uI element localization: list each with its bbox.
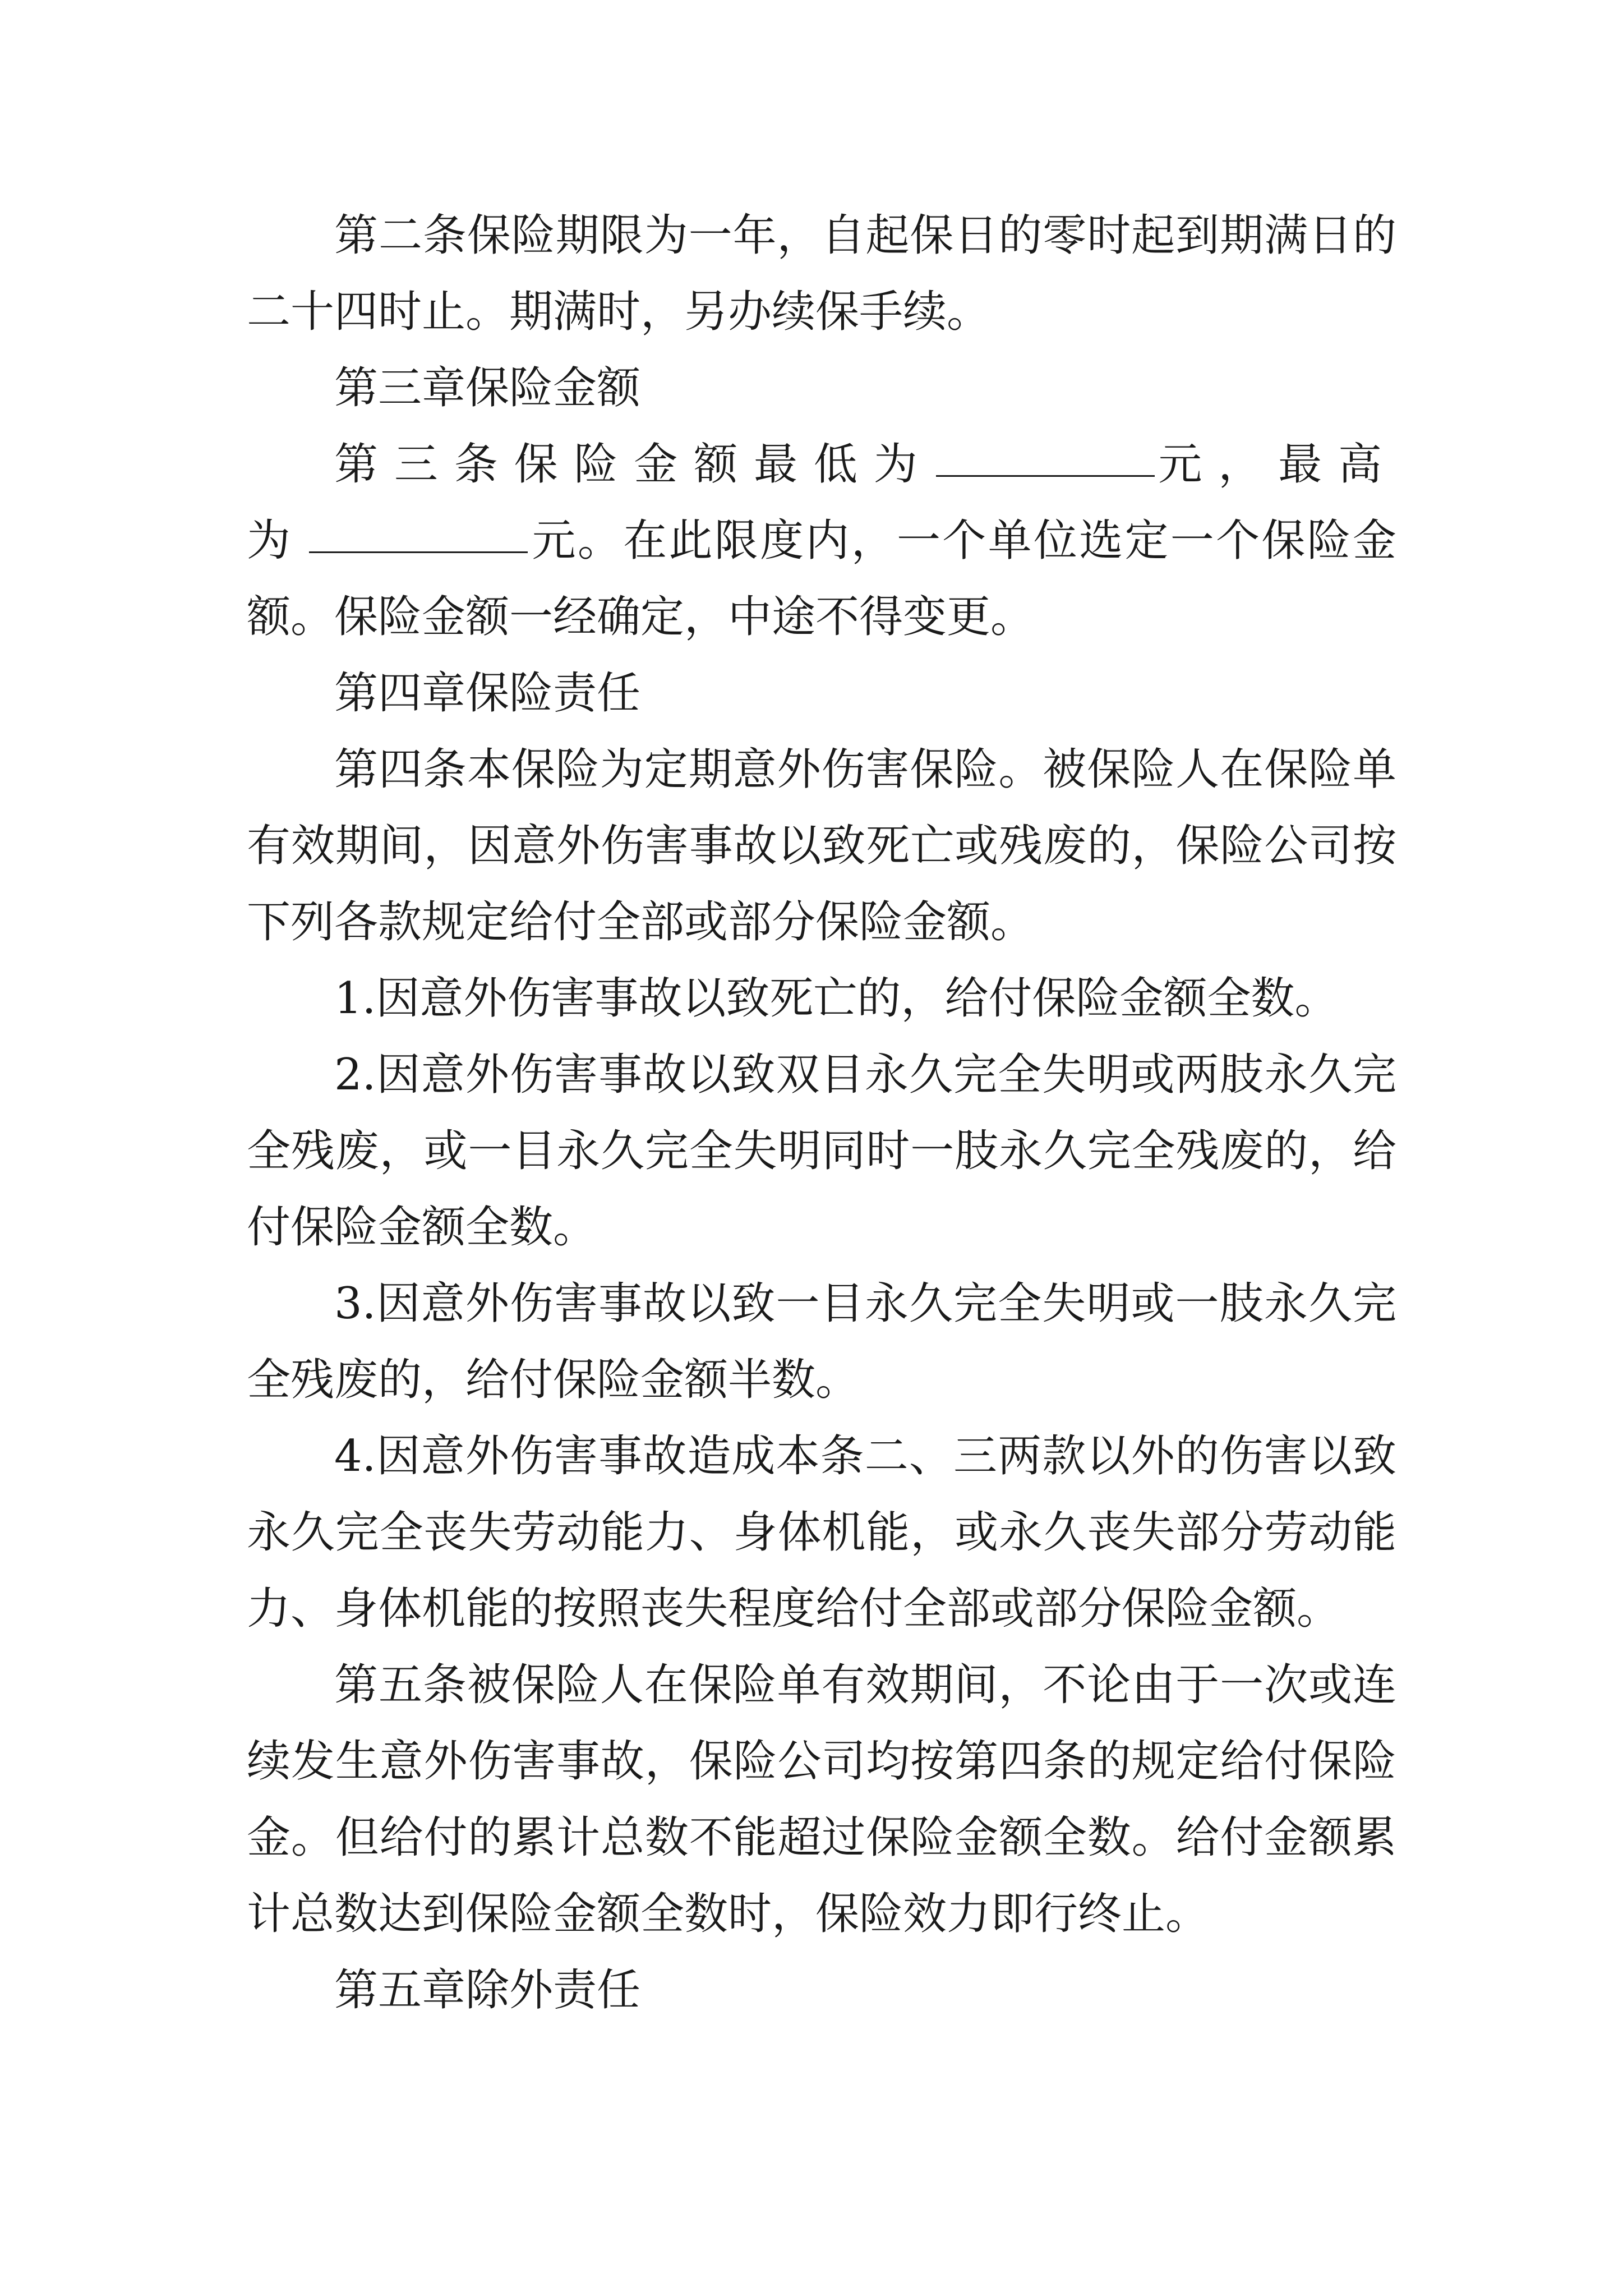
clause-1-paragraph: 1.因意外伤害事故以致死亡的，给付保险金额全数。 [334,973,1339,1024]
chapter-4-heading: 第四章保险责任 [334,668,641,719]
document-body [247,197,1396,2028]
article-5-paragraph: 第五条被保险人在保险单有效期间，不论由于一次或连续发生意外伤害事故，保险公司均按第四条的规定给付保险金。但给付的累计总数不能超过保险金额全数。给付金额累计总数达到保险金额全数时，保险效力即行终止。 [247,1660,1396,1939]
chapter-5-heading: 第五章除外责任 [334,1965,641,2016]
article-3-text-end: 元。在此限度内，一个单位选定一个保险金额。保险金额一经确定，中途不得变更。 [247,516,1396,642]
maximum-amount-blank [309,551,528,553]
article-3-text-middle: 元，最高为 [247,439,1396,566]
article-3-text-start: 第三条保险金额最低为 [334,439,934,490]
minimum-amount-blank [936,475,1155,477]
clause-2-paragraph: 2.因意外伤害事故以致双目永久完全失明或两肢永久完全残废，或一目永久完全失明同时一肢永久完全残废的，给付保险金额全数。 [247,1050,1396,1253]
article-4-paragraph: 第四条本保险为定期意外伤害保险。被保险人在保险单有效期间，因意外伤害事故以致死亡或残废的，保险公司按下列各款规定给付全部或部分保险金额。 [247,744,1396,947]
chapter-3-heading: 第三章保险金额 [334,363,641,413]
clause-4-paragraph: 4.因意外伤害事故造成本条二、三两款以外的伤害以致永久完全丧失劳动能力、身体机能，或永久丧失部分劳动能力、身体机能的按照丧失程度给付全部或部分保险金额。 [247,1431,1396,1634]
article-2-paragraph: 第二条保险期限为一年，自起保日的零时起到期满日的二十四时止。期满时，另办续保手续。 [247,210,1396,337]
article-3-paragraph [247,426,1396,655]
clause-3-paragraph: 3.因意外伤害事故以致一目永久完全失明或一肢永久完全残废的，给付保险金额半数。 [247,1278,1396,1405]
